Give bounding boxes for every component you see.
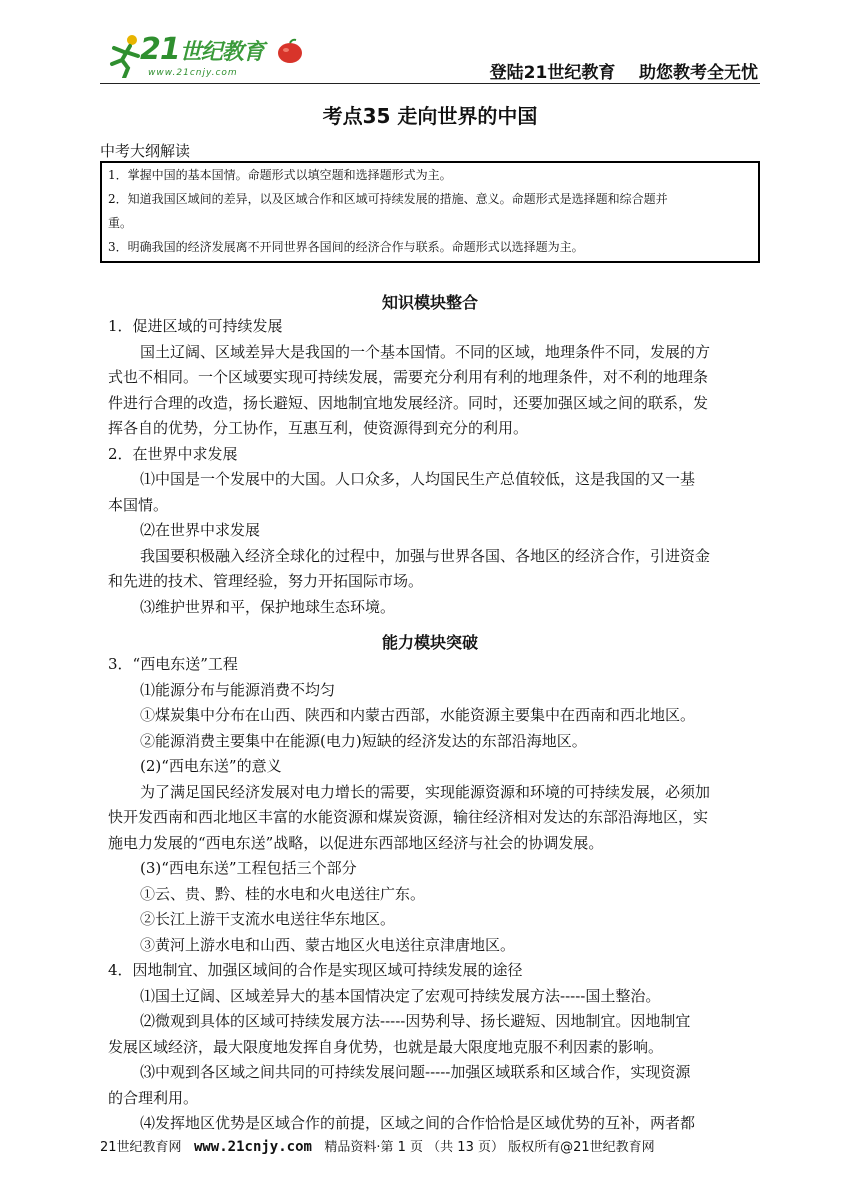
- paragraph-line: 国土辽阔、区域差异大是我国的一个基本国情。不同的区域，地理条件不同，发展的方: [140, 342, 711, 361]
- numbered-heading: 2．在世界中求发展: [108, 444, 238, 463]
- paragraph-line: 件进行合理的改造，扬长避短、因地制宜地发展经济。同时，还要加强区域之间的联系，发: [108, 393, 709, 412]
- paragraph-line: 发展区域经济，最大限度地发挥自身优势，也就是最大限度地克服不利因素的影响。: [108, 1037, 664, 1056]
- paragraph-line: ①云、贵、黔、桂的水电和火电送往广东。: [140, 884, 426, 903]
- section-title-ability: 能力模块突破: [381, 633, 478, 652]
- paragraph-line: 快开发西南和西北地区丰富的水能资源和煤炭资源，输往经济相对发达的东部沿海地区，实: [108, 808, 709, 826]
- logo-wordmark: 21世纪教育: [140, 32, 264, 67]
- paragraph-line: ⑷发挥地区优势是区域合作的前提，区域之间的合作恰恰是区域优势的互补，两者都: [140, 1114, 696, 1132]
- section-knowledge-body: [108, 314, 756, 620]
- paragraph-line: ②能源消费主要集中在能源(电力)短缺的经济发达的东部沿海地区。: [140, 731, 587, 750]
- page-footer: [100, 1136, 760, 1155]
- sub-heading: (2)“西电东送”的意义: [140, 757, 282, 775]
- numbered-heading: 3．“西电东送”工程: [108, 655, 238, 673]
- site-logo[interactable]: [108, 30, 298, 80]
- apple-icon: [276, 38, 304, 64]
- sub-heading: (3)“西电东送”工程包括三个部分: [140, 859, 357, 877]
- paragraph-line: 为了满足国民经济发展对电力增长的需要，实现能源资源和环境的可持续发展，必须加: [140, 782, 711, 801]
- outline-box: [100, 161, 760, 263]
- paragraph-line: 式也不相同。一个区域要实现可持续发展，需要充分利用有利的地理条件，对不利的地理条: [108, 368, 709, 386]
- running-person-icon: [108, 34, 144, 78]
- outline-item: 2．知道我国区域间的差异，以及区域合作和区域可持续发展的措施、意义。命题形式是选择题和综合题并: [108, 192, 668, 206]
- paragraph-line: 挥各自的优势，分工协作，互惠互利，使资源得到充分的利用。: [108, 419, 529, 437]
- sub-heading: ⑴能源分布与能源消费不均匀: [140, 680, 336, 699]
- paragraph-line: ②长江上游干支流水电送往华东地区。: [140, 910, 396, 928]
- paragraph-line: ①煤炭集中分布在山西、陕西和内蒙古西部，水能资源主要集中在西南和西北地区。: [140, 706, 696, 724]
- footer-url-link[interactable]: www.21cnjy.com: [193, 1139, 312, 1155]
- paragraph-line: ⑴国土辽阔、区域差异大的基本国情决定了宏观可持续发展方法-----国土整治。: [140, 986, 661, 1005]
- header-divider: [100, 83, 760, 84]
- sub-heading: ⑵在世界中求发展: [140, 521, 261, 539]
- paragraph-line: 我国要积极融入经济全球化的过程中，加强与世界各国、各地区的经济合作，引进资金: [140, 546, 711, 565]
- paragraph-line: ⑶中观到各区域之间共同的可持续发展问题-----加强区域联系和区域合作，实现资源: [140, 1063, 691, 1081]
- page-header: [100, 26, 760, 84]
- paragraph-line: 的合理利用。: [108, 1088, 199, 1107]
- footer-page-info: 精品资料·第 1 页 （共 13 页） 版权所有@21世纪教育网: [311, 1140, 655, 1155]
- numbered-heading: 1．促进区域的可持续发展: [108, 317, 283, 335]
- paragraph-line: 施电力发展的“西电东送”战略，以促进东西部地区经济与社会的协调发展。: [108, 833, 604, 852]
- paragraph-line: ⑶维护世界和平，保护地球生态环境。: [140, 597, 396, 616]
- outline-heading: 中考大纲解读: [100, 142, 191, 160]
- outline-item: 3．明确我国的经济发展离不开同世界各国间的经济合作与联系。命题形式以选择题为主。: [108, 240, 584, 254]
- section-ability-body: [108, 652, 756, 1137]
- page-title: 考点35 走向世界的中国: [322, 104, 538, 128]
- numbered-heading: 4．因地制宜、加强区域间的合作是实现区域可持续发展的途径: [108, 961, 523, 979]
- paragraph-line: ③黄河上游水电和山西、蒙古地区火电送往京津唐地区。: [140, 935, 516, 954]
- outline-item: 1．掌握中国的基本国情。命题形式以填空题和选择题形式为主。: [108, 168, 452, 182]
- header-slogan: 登陆21世纪教育 助您教考全无忧: [489, 63, 758, 83]
- logo-url: www.21cnjy.com: [148, 68, 238, 78]
- section-title-knowledge: 知识模块整合: [381, 293, 478, 312]
- footer-site-name: 21世纪教育网: [100, 1140, 194, 1155]
- paragraph-line: 本国情。: [108, 495, 169, 514]
- outline-item: 重。: [108, 216, 133, 230]
- paragraph-line: ⑵微观到具体的区域可持续发展方法-----因势利导、扬长避短、因地制宜。因地制宜: [140, 1012, 691, 1030]
- paragraph-line: ⑴中国是一个发展中的大国。人口众多，人均国民生产总值较低，这是我国的又一基: [140, 470, 696, 488]
- paragraph-line: 和先进的技术、管理经验，努力开拓国际市场。: [108, 572, 424, 590]
